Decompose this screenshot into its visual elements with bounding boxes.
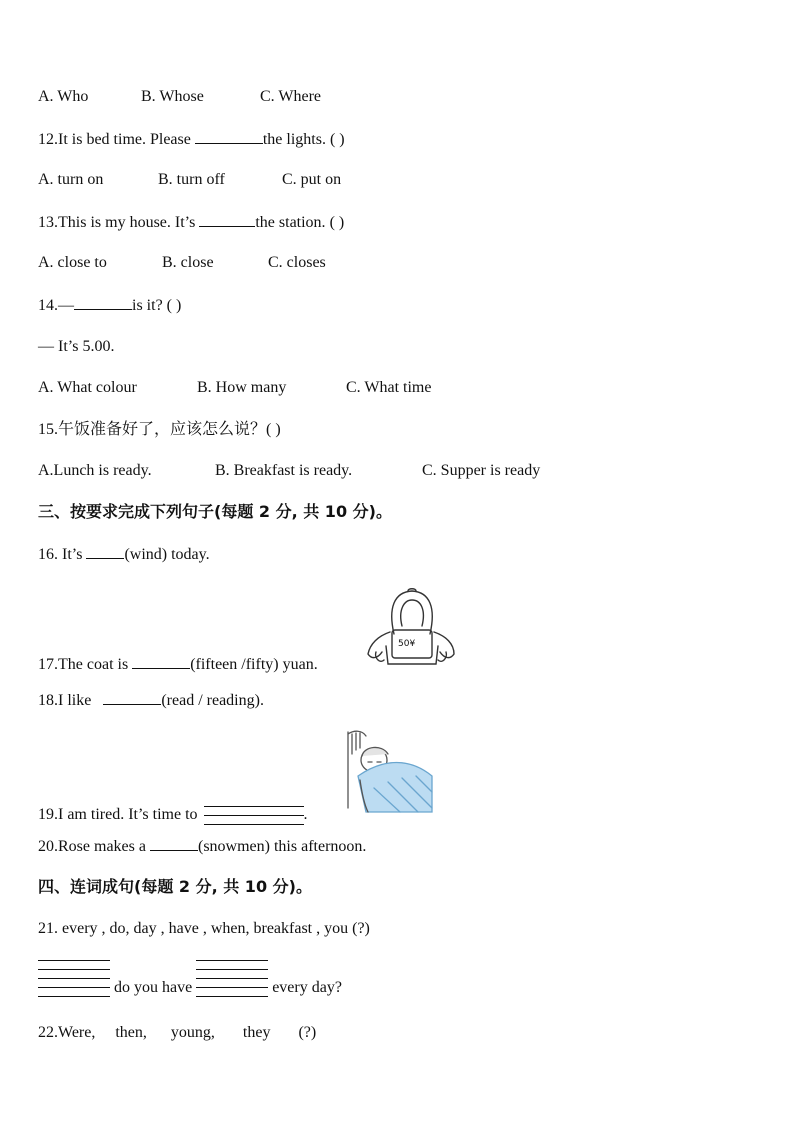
q13-text-pre: 13.This is my house. It’s — [38, 214, 196, 231]
q14-question — [38, 295, 181, 316]
q15-text: 15.午饭准备好了，应该怎么说？ — [38, 421, 267, 438]
q18-question — [38, 690, 264, 711]
q13-question — [38, 212, 344, 233]
q11-option-c: C. Where — [260, 88, 322, 105]
section-4-heading: 四、连词成句(每题 2 分, 共 10 分)。 — [38, 877, 312, 896]
q17-text-pre: 17.The coat is — [38, 656, 129, 673]
q21-text-mid: do you have — [114, 979, 193, 996]
q14-blank[interactable] — [74, 295, 132, 310]
q15-option-c: C. Supper is ready — [422, 462, 541, 479]
price-tag-text: 50¥ — [398, 639, 416, 649]
q21-answer-line — [38, 952, 342, 997]
q18-blank[interactable] — [103, 690, 161, 705]
q18-text-post: (read / reading). — [161, 692, 264, 709]
section-3-heading: 三、按要求完成下列句子(每题 2 分, 共 10 分)。 — [38, 502, 392, 521]
q13-blank[interactable] — [199, 212, 255, 227]
q13-text-post: the station. — [255, 214, 326, 231]
q14-text-pre: 14.— — [38, 297, 74, 314]
q16-blank[interactable] — [86, 544, 124, 559]
q14-answer-paren[interactable]: ( ) — [166, 297, 182, 314]
q21-words: 21. every , do, day , have , when, breakfast , you (?) — [38, 920, 370, 937]
q19-writing-lines[interactable] — [204, 798, 304, 825]
q17-question — [38, 654, 318, 675]
q16-text-pre: 16. It’s — [38, 546, 83, 563]
q21-text-end: every day? — [272, 979, 342, 996]
q22-words: 22.Were, then, young, they (?) — [38, 1024, 317, 1041]
q12-option-b: B. turn off — [158, 171, 225, 188]
q20-question — [38, 836, 366, 857]
q15-question — [38, 420, 281, 440]
q16-question — [38, 544, 210, 565]
q13-answer-paren[interactable]: ( ) — [329, 214, 345, 231]
q19-text-post: . — [303, 806, 308, 823]
q12-text-pre: 12.It is bed time. Please — [38, 131, 191, 148]
q14-option-c: C. What time — [346, 379, 432, 396]
q15-options — [38, 461, 540, 481]
coat-illustration — [364, 586, 456, 668]
q13-option-b: B. close — [162, 254, 214, 271]
q14-text-post: is it? — [132, 297, 163, 314]
q12-blank[interactable] — [195, 129, 263, 144]
q13-options — [38, 253, 326, 273]
q19-text-pre: 19.I am tired. It’s time to — [38, 806, 198, 823]
q12-options — [38, 170, 341, 190]
q20-blank[interactable] — [150, 836, 198, 851]
q18-text-pre: 18.I like — [38, 692, 92, 709]
q19-question — [38, 798, 308, 825]
q15-option-a: A.Lunch is ready. — [38, 462, 152, 479]
q15-answer-paren[interactable]: ( ) — [266, 421, 281, 438]
q14-options — [38, 378, 431, 398]
q21-writing-lines-2[interactable] — [196, 952, 268, 997]
q16-text-post: (wind) today. — [124, 546, 210, 563]
q11-option-b: B. Whose — [141, 88, 204, 105]
q15-option-b: B. Breakfast is ready. — [215, 462, 353, 479]
sleeping-child-illustration — [344, 728, 436, 814]
q13-option-c: C. closes — [268, 254, 326, 271]
q12-text-post: the lights. — [262, 131, 326, 148]
q14-option-b: B. How many — [197, 379, 287, 396]
q20-text-post: (snowmen) this afternoon. — [197, 838, 367, 855]
q12-option-c: C. put on — [282, 171, 342, 188]
q11-option-a: A. Who — [38, 88, 89, 105]
q17-text-post: (fifteen /fifty) yuan. — [190, 656, 318, 673]
q12-question — [38, 129, 345, 150]
q13-option-a: A. close to — [38, 254, 107, 271]
q11-options — [38, 87, 321, 107]
q20-text-pre: 20.Rose makes a — [38, 838, 146, 855]
q14-answer-line: — It’s 5.00. — [38, 338, 115, 355]
q14-option-a: A. What colour — [38, 379, 137, 396]
q17-blank[interactable] — [132, 654, 190, 669]
q12-option-a: A. turn on — [38, 171, 104, 188]
q12-answer-paren[interactable]: ( ) — [329, 131, 345, 148]
q21-writing-lines-1[interactable] — [38, 952, 110, 997]
